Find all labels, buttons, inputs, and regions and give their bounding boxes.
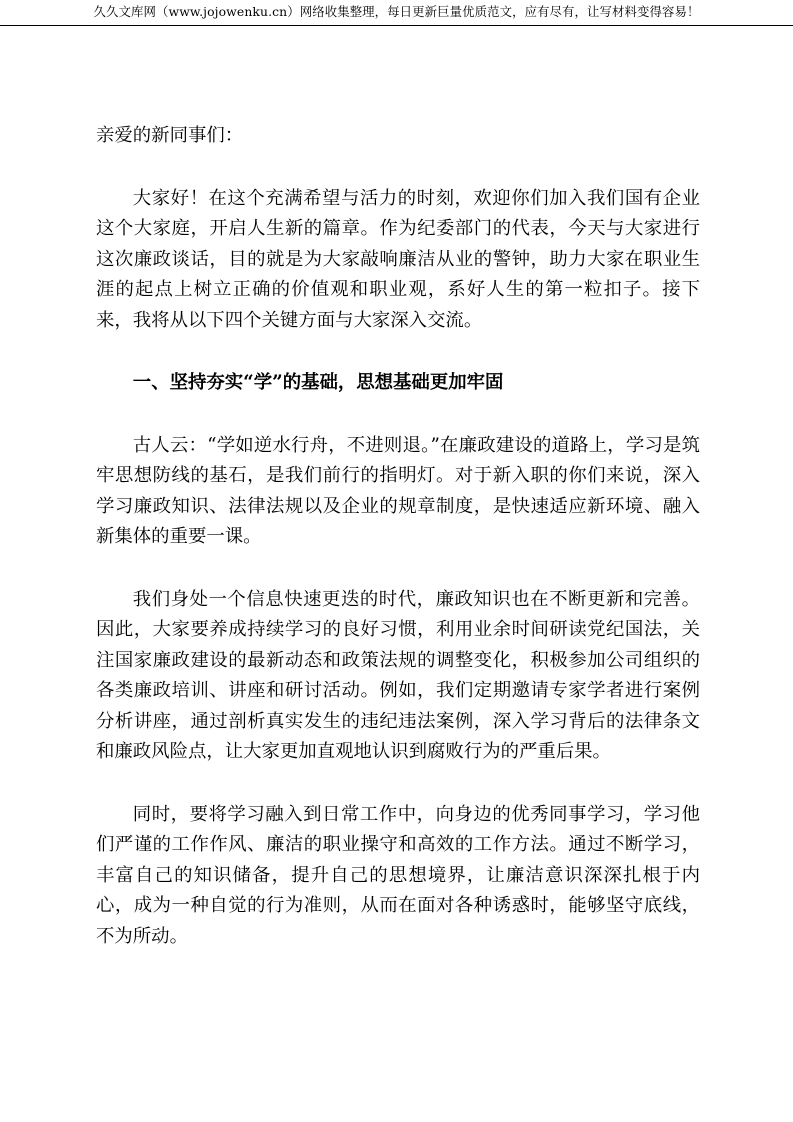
greeting-line: 亲爱的新同事们： — [96, 125, 244, 146]
paragraph-spacer — [96, 336, 700, 368]
intro-paragraph: 大家好！在这个充满希望与活力的时刻，欢迎你们加入我们国有企业这个大家庭，开启人生新的篇章。作为纪委部门的代表，今天与大家进行这次廉政谈话，目的就是为大家敲响廉洁从业的警钟，助力大家在职业生涯的起点上树立正确的价值观和职业观，系好人生的第一粒扣子。接下来，我将从以下四个关键方面与大家深入交流。 — [96, 187, 700, 331]
paragraph-spacer — [96, 152, 700, 184]
header-banner-text: 久久文库网（www.jojowenku.cn）网络收集整理，每日更新巨量优质范文，应有尽有，让写材料变得容易！ — [93, 4, 700, 19]
body-paragraph-2: 我们身处一个信息快速更迭的时代，廉政知识也在不断更新和完善。因此，大家要养成持续学习的良好习惯，利用业余时间研读党纪国法，关注国家廉政建设的最新动态和政策法规的调整变化，积极参加公司组织的各类廉政培训、讲座和研讨活动。例如，我们定期邀请专家学者进行案例分析讲座，通过剖析真实发生的违纪违法案例，深入学习背后的法律条文和廉政风险点，让大家更加直观地认识到腐败行为的严重后果。 — [96, 588, 700, 762]
document-body — [96, 121, 700, 952]
paragraph-spacer — [96, 768, 700, 800]
body-paragraph-1: 古人云：“学如逆水行舟，不进则退。”在廉政建设的道路上，学习是筑牢思想防线的基石，是我们前行的指明灯。对于新入职的你们来说，深入学习廉政知识、法律法规以及企业的规章制度，是快速适应新环境、融入新集体的重要一课。 — [96, 434, 700, 547]
paragraph-spacer — [96, 399, 700, 431]
section-heading: 一、坚持夯实“学”的基础，思想基础更加牢固 — [132, 372, 504, 393]
body-paragraph-3: 同时，要将学习融入到日常工作中，向身边的优秀同事学习，学习他们严谨的工作作风、廉洁的职业操守和高效的工作方法。通过不断学习，丰富自己的知识储备，提升自己的思想境界，让廉洁意识深深扎根于内心，成为一种自觉的行为准则，从而在面对各种诱惑时，能够坚守底线，不为所动。 — [96, 803, 700, 947]
paragraph-spacer — [96, 553, 700, 585]
header-divider — [0, 25, 793, 26]
page-header — [0, 0, 793, 26]
